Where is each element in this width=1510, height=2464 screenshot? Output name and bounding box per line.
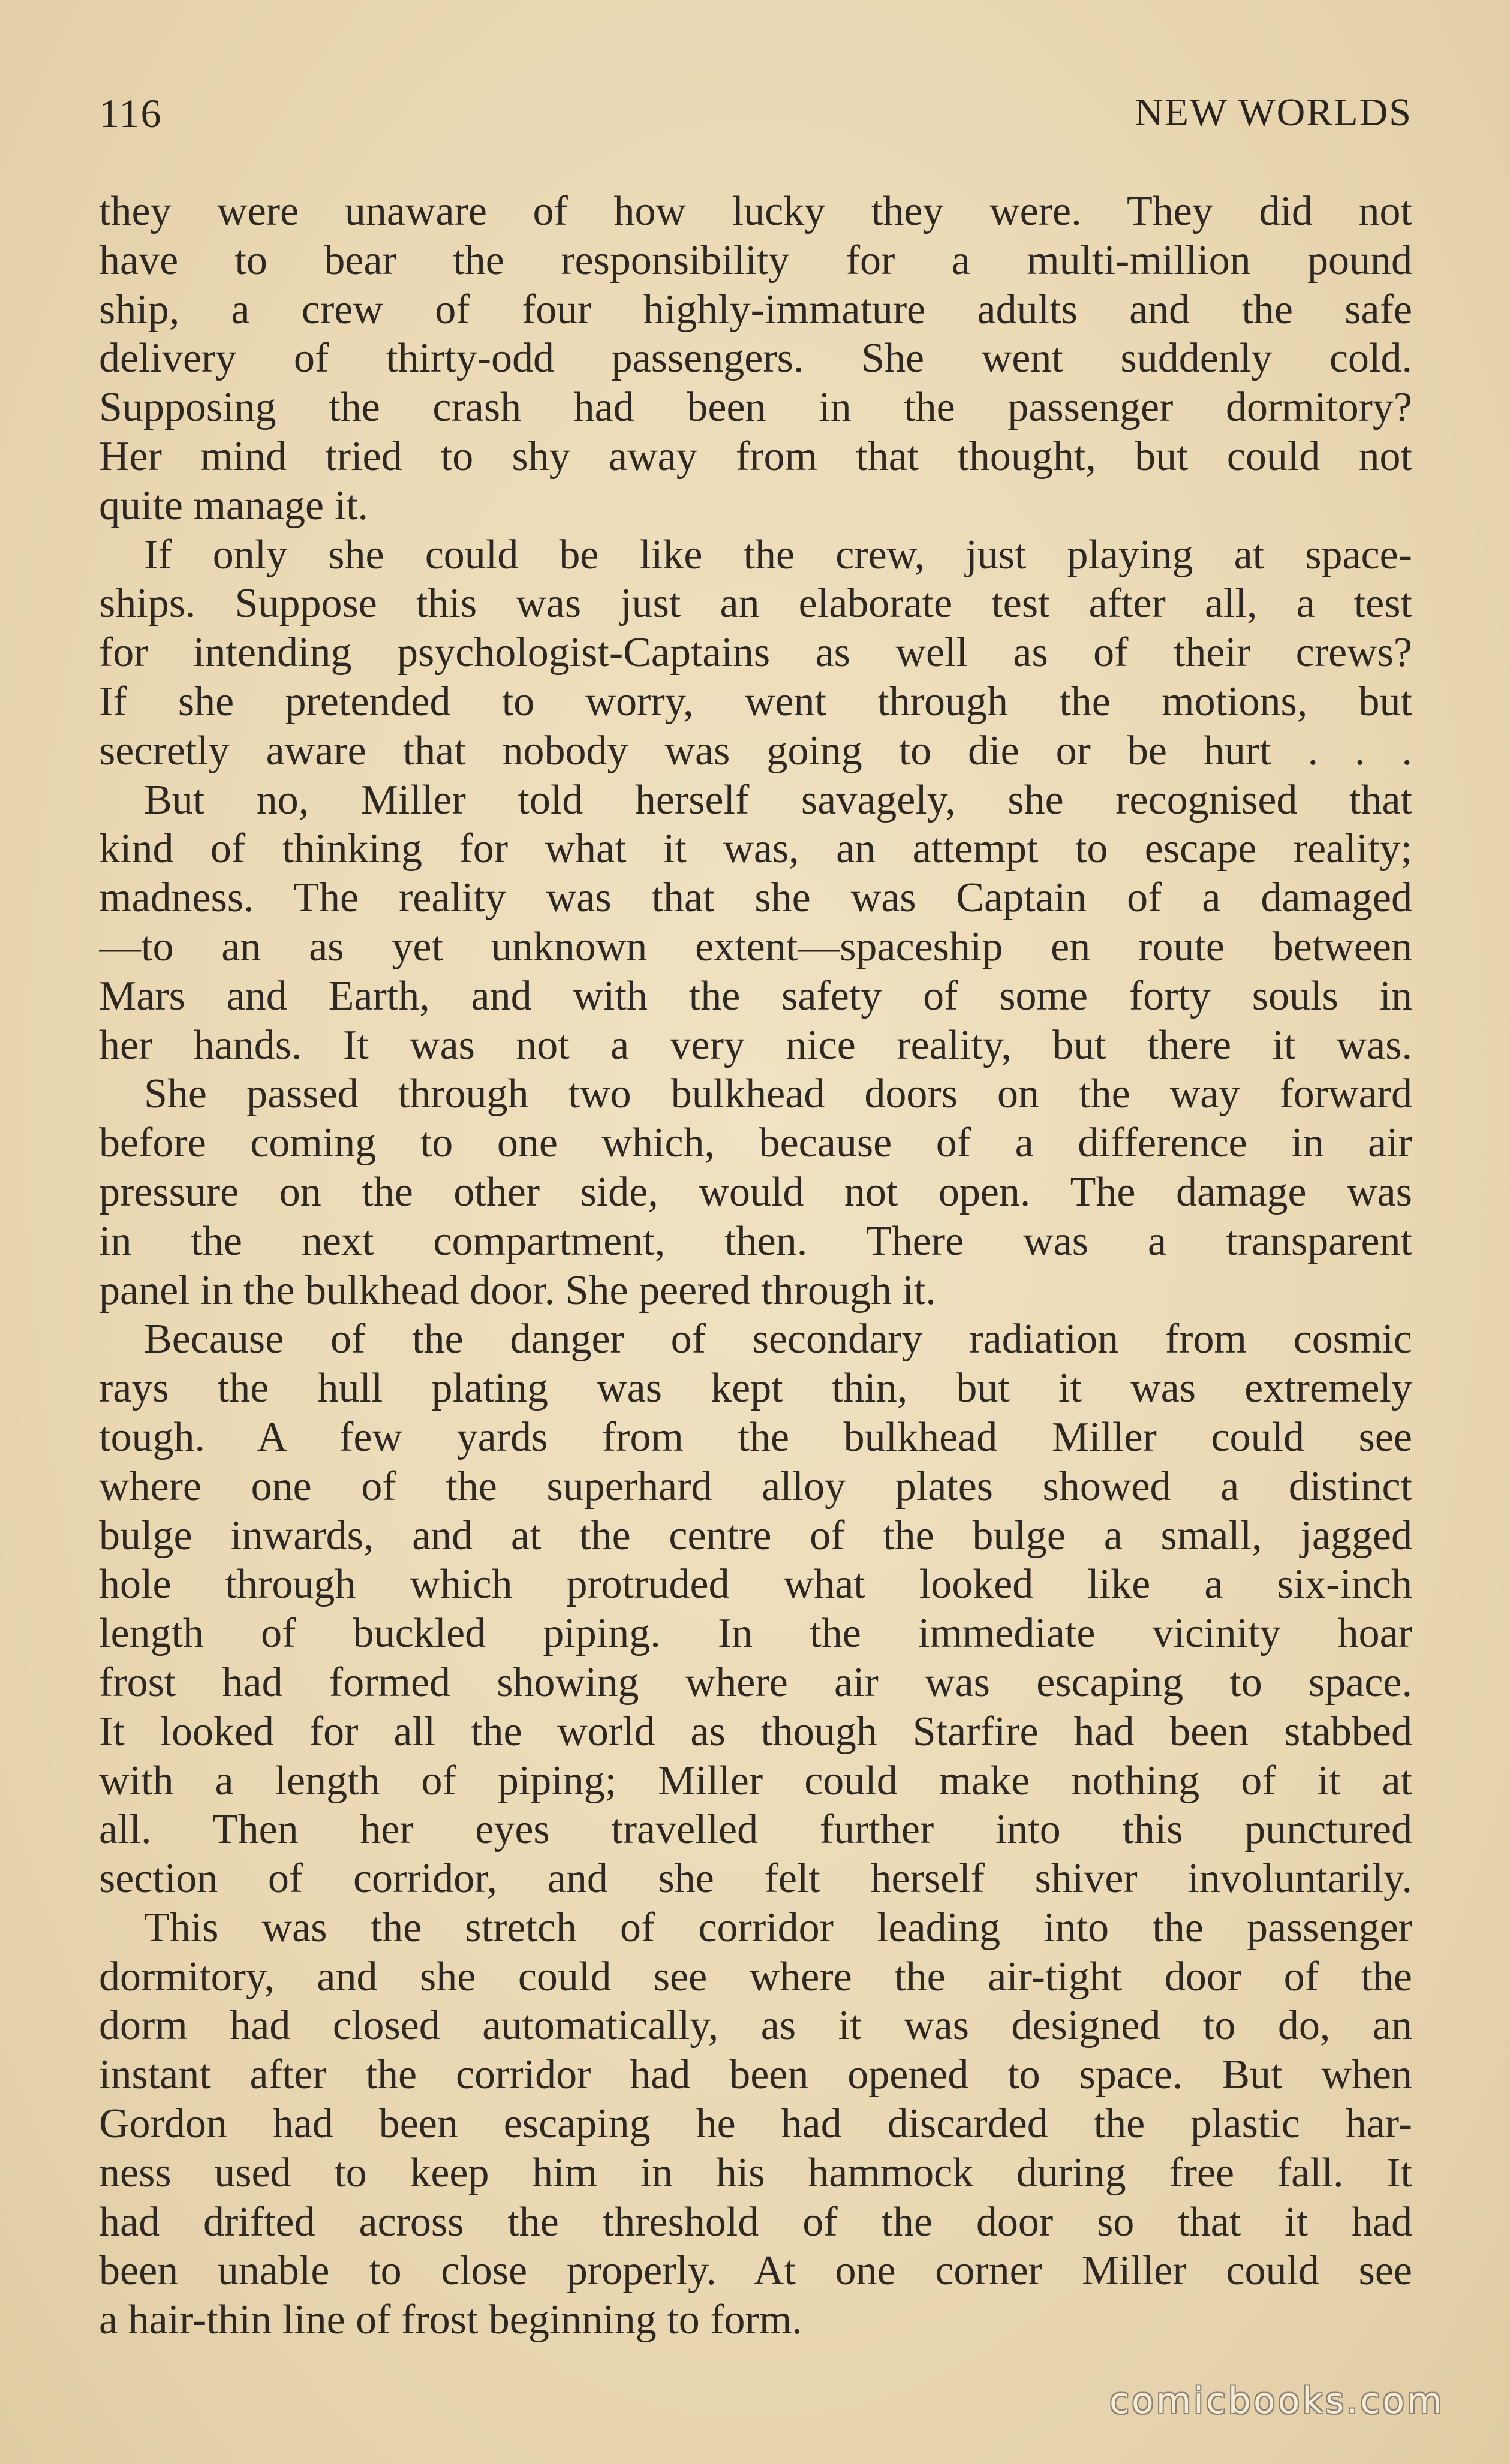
text-line: ships. Suppose this was just an elaborate test after all, a test (99, 580, 1412, 627)
text-line: This was the stretch of corridor leading into the passenger (144, 1904, 1412, 1951)
text-line: But no, Miller told herself savagely, she recognised that (144, 776, 1412, 823)
text-line: all. Then her eyes travelled further into this punctured (99, 1806, 1412, 1853)
text-line: Gordon had been escaping he had discarded the plastic har- (99, 2101, 1412, 2147)
text-line: for intending psychologist-Captains as well as of their crews? (99, 629, 1412, 676)
text-line: secretly aware that nobody was going to die or be hurt . . . (99, 727, 1412, 774)
text-line: If only she could be like the crew, just playing at space- (144, 531, 1412, 578)
text-line: her hands. It was not a very nice reality, but there it was. (99, 1022, 1412, 1068)
watermark: comicbooks.com (1109, 2380, 1445, 2422)
text-line: Her mind tried to shy away from that thought, but could not (99, 433, 1412, 480)
text-line: madness. The reality was that she was Captain of a damaged (99, 875, 1412, 921)
text-line: where one of the superhard alloy plates showed a distinct (99, 1463, 1412, 1510)
running-title: NEW WORLDS (1134, 91, 1412, 134)
paragraph (99, 776, 1412, 1070)
text-line: frost had formed showing where air was escaping to space. (99, 1659, 1412, 1706)
paragraph (99, 187, 1412, 531)
text-line: been unable to close properly. At one corner Miller could see (99, 2248, 1412, 2294)
text-line: pressure on the other side, would not open. The damage was (99, 1168, 1412, 1215)
paragraph (99, 1315, 1412, 1903)
text-line: panel in the bulkhead door. She peered through it. (99, 1267, 936, 1314)
text-line: had drifted across the threshold of the door so that it had (99, 2198, 1412, 2245)
page-number: 116 (99, 91, 163, 136)
paragraph (99, 1070, 1412, 1315)
text-line: before coming to one which, because of a difference in air (99, 1120, 1412, 1167)
text-line: bulge inwards, and at the centre of the bulge a small, jagged (99, 1512, 1412, 1559)
paragraph (99, 1903, 1412, 2345)
text-line: dormitory, and she could see where the air-tight door of the (99, 1953, 1412, 2000)
text-line: delivery of thirty-odd passengers. She went suddenly cold. (99, 335, 1412, 382)
text-line: Supposing the crash had been in the passenger dormitory? (99, 384, 1412, 431)
text-line: have to bear the responsibility for a multi-million pound (99, 237, 1412, 284)
text-line: they were unaware of how lucky they were. They did not (99, 188, 1412, 234)
text-line: length of buckled piping. In the immediate vicinity hoar (99, 1610, 1412, 1657)
text-line: She passed through two bulkhead doors on the way forward (144, 1071, 1412, 1117)
text-line: in the next compartment, then. There was a transparent (99, 1218, 1412, 1264)
text-line: instant after the corridor had been opened to space. But when (99, 2052, 1412, 2098)
text-line: dorm had closed automatically, as it was designed to do, an (99, 2002, 1412, 2049)
text-line: It looked for all the world as though Starfire had been stabbed (99, 1708, 1412, 1755)
text-line: rays the hull plating was kept thin, but it was extremely (99, 1365, 1412, 1412)
text-line: section of corridor, and she felt herself shiver involuntarily. (99, 1855, 1412, 1902)
text-line: If she pretended to worry, went through the motions, but (99, 678, 1412, 725)
text-line: kind of thinking for what it was, an attempt to escape reality; (99, 826, 1412, 872)
text-line: tough. A few yards from the bulkhead Miller could see (99, 1414, 1412, 1460)
text-line: quite manage it. (99, 482, 369, 529)
text-line: Mars and Earth, and with the safety of some forty souls in (99, 972, 1412, 1019)
running-head (99, 90, 1412, 144)
body-text (99, 187, 1412, 2345)
text-line: a hair-thin line of frost beginning to form. (99, 2297, 802, 2343)
paragraph (99, 531, 1412, 776)
text-line: Because of the danger of secondary radiation from cosmic (144, 1316, 1412, 1363)
text-line: ship, a crew of four highly-immature adults and the safe (99, 286, 1412, 333)
text-line: hole through which protruded what looked like a six-inch (99, 1561, 1412, 1608)
text-line: ness used to keep him in his hammock during free fall. It (99, 2149, 1412, 2196)
text-line: with a length of piping; Miller could make nothing of it at (99, 1757, 1412, 1804)
text-line: —to an as yet unknown extent—spaceship en route between (99, 923, 1412, 970)
